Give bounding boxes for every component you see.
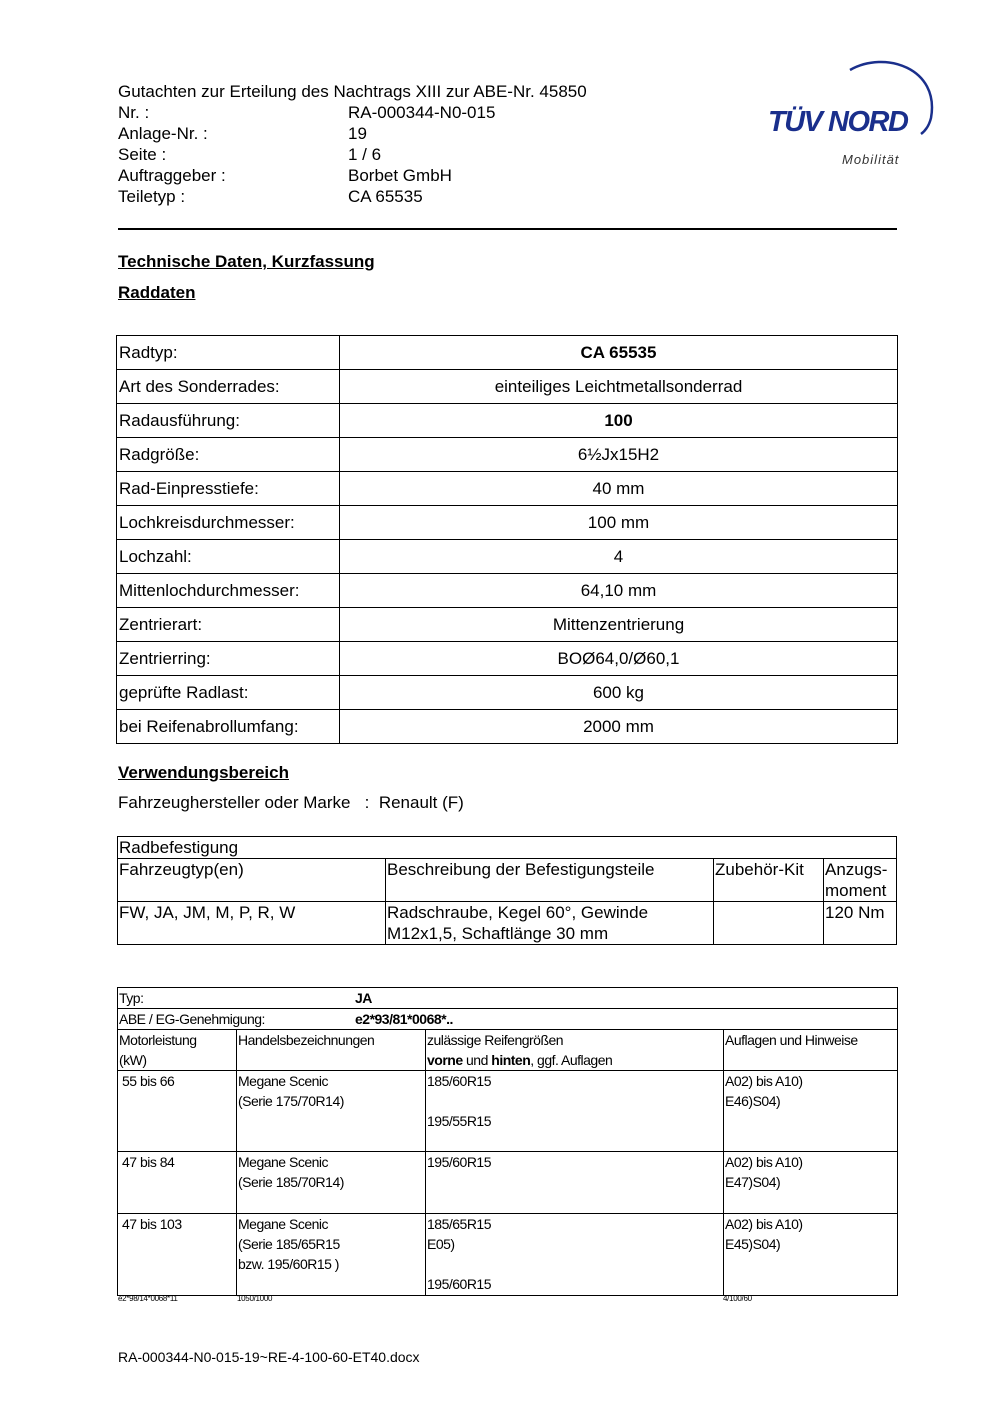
header-value-teiletyp: CA 65535 bbox=[348, 187, 423, 206]
header-value-seite: 1 / 6 bbox=[348, 145, 382, 164]
cell-motor: 47 bis 103 bbox=[118, 1214, 237, 1296]
befest-title: Radbefestigung bbox=[118, 837, 897, 859]
table-row bbox=[117, 404, 898, 438]
rad-value: 4 bbox=[340, 540, 898, 574]
usage-separator: : bbox=[364, 793, 370, 812]
header-reifen-line2 bbox=[427, 1050, 722, 1070]
table-row bbox=[118, 1152, 898, 1214]
section-raddaten: Raddaten bbox=[118, 283, 196, 302]
befest-header-beschreibung: Beschreibung der Befestigungsteile bbox=[386, 859, 714, 902]
befest-cell-kit bbox=[714, 902, 824, 945]
cell-handel: Megane Scenic (Serie 175/70R14) bbox=[237, 1071, 426, 1152]
header-reifen-hinten: hinten bbox=[491, 1052, 531, 1068]
footer-filename: RA-000344-N0-015-19~RE-4-100-60-ET40.docx bbox=[118, 1349, 420, 1365]
rad-label: Lochzahl: bbox=[117, 540, 340, 574]
rad-value: CA 65535 bbox=[340, 336, 898, 370]
table-row bbox=[117, 438, 898, 472]
header-motor: Motorleistung (kW) bbox=[118, 1030, 237, 1071]
rad-label: Zentrierart: bbox=[117, 608, 340, 642]
header-reifen-vorne: vorne bbox=[427, 1052, 463, 1068]
header-label-auftraggeber: Auftraggeber : bbox=[118, 166, 226, 185]
usage-line bbox=[118, 793, 464, 813]
rad-label: Art des Sonderrades: bbox=[117, 370, 340, 404]
rad-value: 100 mm bbox=[340, 506, 898, 540]
befest-cell-beschreibung: Radschraube, Kegel 60°, Gewinde M12x1,5, Schaftlänge 30 mm bbox=[386, 902, 714, 945]
rad-label: bei Reifenabrollumfang: bbox=[117, 710, 340, 744]
header-value-auftraggeber: Borbet GmbH bbox=[348, 166, 452, 185]
table-row bbox=[117, 506, 898, 540]
rad-value: 600 kg bbox=[340, 676, 898, 710]
footnote-left: e2*98/14*0068*11 bbox=[118, 1294, 178, 1303]
table-row bbox=[117, 676, 898, 710]
table-row bbox=[118, 837, 897, 859]
abe-label: ABE / EG-Genehmigung: bbox=[119, 1011, 265, 1027]
header-reifen-und: und bbox=[462, 1052, 492, 1068]
cell-auflagen: A02) bis A10) E45)S04) bbox=[724, 1214, 898, 1296]
usage-value: Renault (F) bbox=[378, 793, 464, 812]
rad-value: BOØ64,0/Ø60,1 bbox=[340, 642, 898, 676]
table-row bbox=[118, 1071, 898, 1152]
table-row bbox=[118, 1030, 898, 1071]
section-technische-daten: Technische Daten, Kurzfassung bbox=[118, 252, 375, 271]
header-label-nr: Nr. : bbox=[118, 103, 150, 122]
table-row bbox=[118, 988, 898, 1009]
footnote-mid: 1050/1000 bbox=[237, 1294, 273, 1303]
cell-reifen: 185/60R15 195/55R15 bbox=[426, 1071, 724, 1152]
rad-label: Rad-Einpresstiefe: bbox=[117, 472, 340, 506]
rad-value: einteiliges Leichtmetallsonderrad bbox=[340, 370, 898, 404]
header-reifen bbox=[426, 1030, 724, 1071]
abe-row bbox=[118, 1009, 898, 1030]
rad-label: Lochkreisdurchmesser: bbox=[117, 506, 340, 540]
table-row bbox=[118, 902, 897, 945]
abe-value: e2*93/81*0068*.. bbox=[355, 1011, 453, 1027]
header-handel: Handelsbezeichnungen bbox=[237, 1030, 426, 1071]
table-row bbox=[117, 642, 898, 676]
table-row bbox=[117, 608, 898, 642]
radbefestigung-table bbox=[117, 836, 897, 945]
typ-value: JA bbox=[355, 990, 372, 1006]
rad-label: Radausführung: bbox=[117, 404, 340, 438]
table-row bbox=[117, 710, 898, 744]
section-verwendungsbereich: Verwendungsbereich bbox=[118, 763, 289, 782]
befest-header-kit: Zubehör-Kit bbox=[714, 859, 824, 902]
logo-subtitle: Mobilität bbox=[842, 152, 900, 167]
befest-cell-typ: FW, JA, JM, M, P, R, W bbox=[118, 902, 386, 945]
table-row bbox=[118, 1009, 898, 1030]
cell-motor: 55 bis 66 bbox=[118, 1071, 237, 1152]
befest-cell-moment: 120 Nm bbox=[824, 902, 897, 945]
rad-value: Mittenzentrierung bbox=[340, 608, 898, 642]
rad-value: 6½Jx15H2 bbox=[340, 438, 898, 472]
rad-value: 2000 mm bbox=[340, 710, 898, 744]
table-row bbox=[118, 859, 897, 902]
usage-label: Fahrzeughersteller oder Marke bbox=[118, 793, 351, 812]
header-label-anlage: Anlage-Nr. : bbox=[118, 124, 208, 143]
raddaten-table bbox=[116, 335, 898, 744]
typ-table bbox=[117, 987, 898, 1296]
footnote-right: 4/100/60 bbox=[723, 1294, 752, 1303]
cell-handel: Megane Scenic (Serie 185/70R14) bbox=[237, 1152, 426, 1214]
table-row bbox=[117, 574, 898, 608]
rad-value: 40 mm bbox=[340, 472, 898, 506]
cell-motor: 47 bis 84 bbox=[118, 1152, 237, 1214]
rad-label: Radtyp: bbox=[117, 336, 340, 370]
header-value-nr: RA-000344-N0-015 bbox=[348, 103, 496, 122]
typ-row bbox=[118, 988, 898, 1009]
rad-label: Radgröße: bbox=[117, 438, 340, 472]
cell-reifen: 185/65R15 E05) 195/60R15 bbox=[426, 1214, 724, 1296]
table-row bbox=[118, 1214, 898, 1296]
header-label-seite: Seite : bbox=[118, 145, 167, 164]
rad-label: Mittenlochdurchmesser: bbox=[117, 574, 340, 608]
header-label-teiletyp: Teiletyp : bbox=[118, 187, 186, 206]
rad-label: geprüfte Radlast: bbox=[117, 676, 340, 710]
table-row bbox=[117, 336, 898, 370]
cell-auflagen: A02) bis A10) E46)S04) bbox=[724, 1071, 898, 1152]
table-row bbox=[117, 472, 898, 506]
header-divider bbox=[118, 228, 897, 230]
befest-header-moment: Anzugs- moment bbox=[824, 859, 897, 902]
rad-value: 100 bbox=[340, 404, 898, 438]
table-row bbox=[117, 370, 898, 404]
befest-header-typ: Fahrzeugtyp(en) bbox=[118, 859, 386, 902]
header-value-anlage: 19 bbox=[348, 124, 367, 143]
logo-wordmark: TÜV NORD bbox=[768, 106, 908, 138]
header-reifen-rest: , ggf. Auflagen bbox=[530, 1052, 613, 1068]
rad-value: 64,10 mm bbox=[340, 574, 898, 608]
cell-handel: Megane Scenic (Serie 185/65R15 bzw. 195/60R15 ) bbox=[237, 1214, 426, 1296]
rad-label: Zentrierring: bbox=[117, 642, 340, 676]
header-reifen-line1: zulässige Reifengrößen bbox=[427, 1032, 564, 1048]
typ-label: Typ: bbox=[119, 990, 144, 1006]
cell-auflagen: A02) bis A10) E47)S04) bbox=[724, 1152, 898, 1214]
table-row bbox=[117, 540, 898, 574]
cell-reifen: 195/60R15 bbox=[426, 1152, 724, 1214]
report-title: Gutachten zur Erteilung des Nachtrags XIII zur ABE-Nr. 45850 bbox=[118, 82, 587, 101]
header-auflagen: Auflagen und Hinweise bbox=[724, 1030, 898, 1071]
